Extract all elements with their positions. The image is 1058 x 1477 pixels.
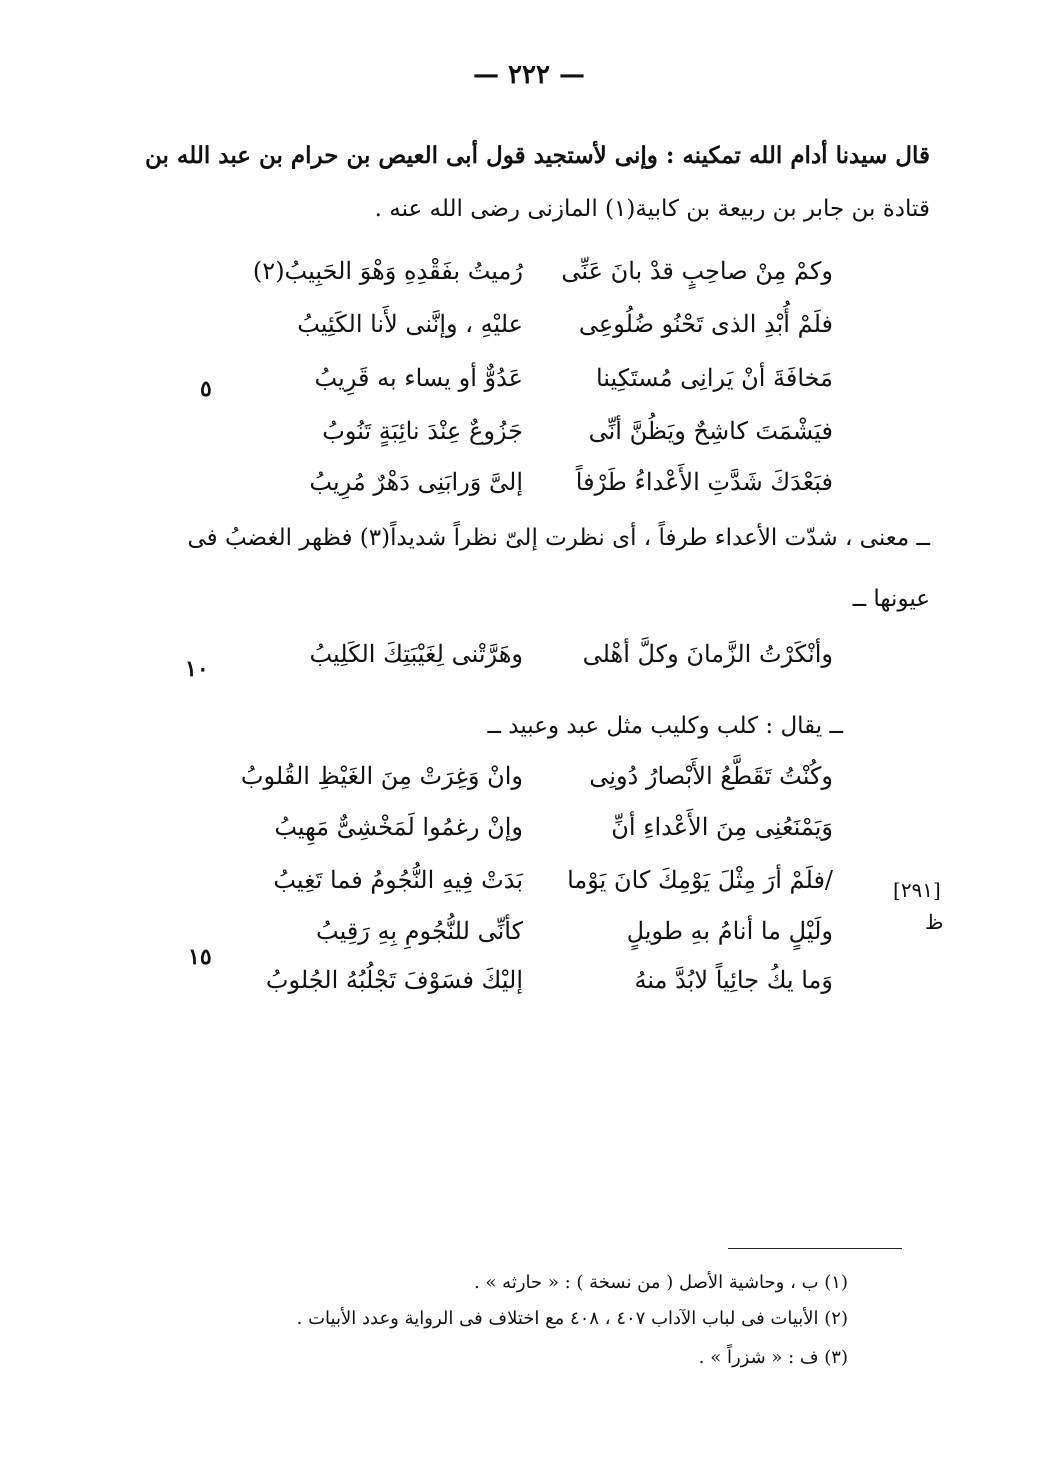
verse-second-hemistich: وهَرَّتْنى لِغَيْبَتِكَ الكَلِيبُ	[309, 640, 523, 668]
footnote-1: (١) ب ، وحاشية الأصل ( من نسخة ) : « حارثه » .	[473, 1272, 848, 1293]
verse-row	[223, 310, 833, 350]
manuscript-folio-ref: [٢٩١]	[893, 878, 941, 902]
verse-row	[223, 917, 833, 957]
verse-second-hemistich: عَدُوٌّ أو يساء به قَرِيبُ	[314, 364, 523, 392]
intro-line-2: قتادة بن جابر بن ربيعة بن كابية(١) المازنى رضى الله عنه .	[374, 196, 930, 222]
verse-row	[223, 257, 833, 297]
verse-row	[223, 417, 833, 457]
footnote-3: (٣) ف : « شزراً » .	[698, 1347, 848, 1368]
verse-first-hemistich: فيَشْمَتَ كاشِحٌ ويَظُنَّ أنِّى	[588, 417, 833, 445]
verse-second-hemistich: إلىَّ وَرابَنِى دَهْرٌ مُرِيبُ	[309, 468, 523, 496]
note-kalb: ــ يقال : كلب وكليب مثل عبد وعبيد ــ	[487, 713, 843, 739]
verse-second-hemistich: بَدَتْ فِيهِ النُّجُومُ فما تَغِيبُ	[273, 866, 523, 894]
verse-first-hemistich: وَيَمْنَعُنِى مِنَ الأَعْداءِ أنِّ	[611, 813, 833, 841]
verse-row	[223, 966, 833, 1006]
verse-first-hemistich: ولَيْلٍ ما أنامُ بهِ طويلٍ	[626, 917, 833, 945]
line-number-10: ١٠	[185, 656, 209, 682]
verse-row	[223, 364, 833, 404]
verse-second-hemistich: وانْ وَغِرَتْ مِنَ الغَيْظِ القُلوبُ	[240, 762, 523, 790]
note-line-1: ــ معنى ، شدّت الأعداء طرفاً ، أى نظرت إلىّ نظراً شديداً(٣) فظهر الغضبُ فى	[187, 525, 930, 551]
verse-row	[223, 640, 833, 680]
line-number-15: ١٥	[188, 944, 212, 970]
folio-side-mark: ظ	[925, 910, 944, 934]
line-number-5: ٥	[200, 376, 212, 402]
footnote-rule	[728, 1248, 902, 1249]
verse-row	[223, 762, 833, 802]
note-line-2: عيونها ــ	[852, 586, 930, 612]
page-number: — ٢٢٢ —	[472, 60, 586, 90]
verse-second-hemistich: عليْهِ ، وإنَّنى لأَنا الكَئِيبُ	[297, 310, 523, 338]
verse-row	[223, 813, 833, 853]
verse-first-hemistich: /فلَمْ أرَ مِثْلَ يَوْمِكَ كانَ يَوْما	[567, 866, 833, 894]
verse-first-hemistich: وكمْ مِنْ صاحِبٍ قدْ بانَ عَنِّى	[561, 257, 833, 285]
intro-line-1: قال سيدنا أدام الله تمكينه : وإنى لأستجيد قول أبى العيص بن حرام بن عبد الله بن	[145, 142, 930, 169]
verse-second-hemistich: جَزُوعٌ عِنْدَ نائِبَةٍ تَنُوبُ	[322, 417, 523, 445]
verse-first-hemistich: وَما يكُ جائِياً لابُدَّ منهُ	[634, 966, 833, 994]
verse-first-hemistich: وأنْكَرْتُ الزَّمانَ وكلَّ أهْلى	[582, 640, 833, 668]
verse-first-hemistich: فبَعْدَكَ شَدَّتِ الأَعْداءُ طَرْفاً	[575, 468, 833, 496]
verse-second-hemistich: إليْكَ فسَوْفَ تَجْلُبُهُ الجُلوبُ	[265, 966, 523, 994]
verse-second-hemistich: وإنْ رغمُوا لَمَخْشِىٌّ مَهِيبُ	[274, 813, 523, 841]
verse-first-hemistich: وكُنْتُ تَقَطَّعُ الأَبْصارُ دُونِى	[589, 762, 833, 790]
verse-first-hemistich: فلَمْ أُبْدِ الذى تَحْنُو ضُلُوعِى	[578, 310, 833, 338]
verse-row	[223, 866, 833, 906]
verse-second-hemistich: كأنِّى للنُّجُومِ بِهِ رَقِيبُ	[316, 917, 523, 945]
verse-first-hemistich: مَخافَةَ أنْ يَرانِى مُستَكِينا	[595, 364, 833, 392]
verse-row	[223, 468, 833, 508]
footnote-2: (٢) الأبيات فى لباب الآداب ٤٠٧ ، ٤٠٨ مع اختلاف فى الرواية وعدد الأبيات .	[296, 1308, 848, 1329]
verse-second-hemistich: رُميتُ بفَقْدِهِ وَهْوَ الحَبِيبُ(٢)	[252, 257, 523, 285]
